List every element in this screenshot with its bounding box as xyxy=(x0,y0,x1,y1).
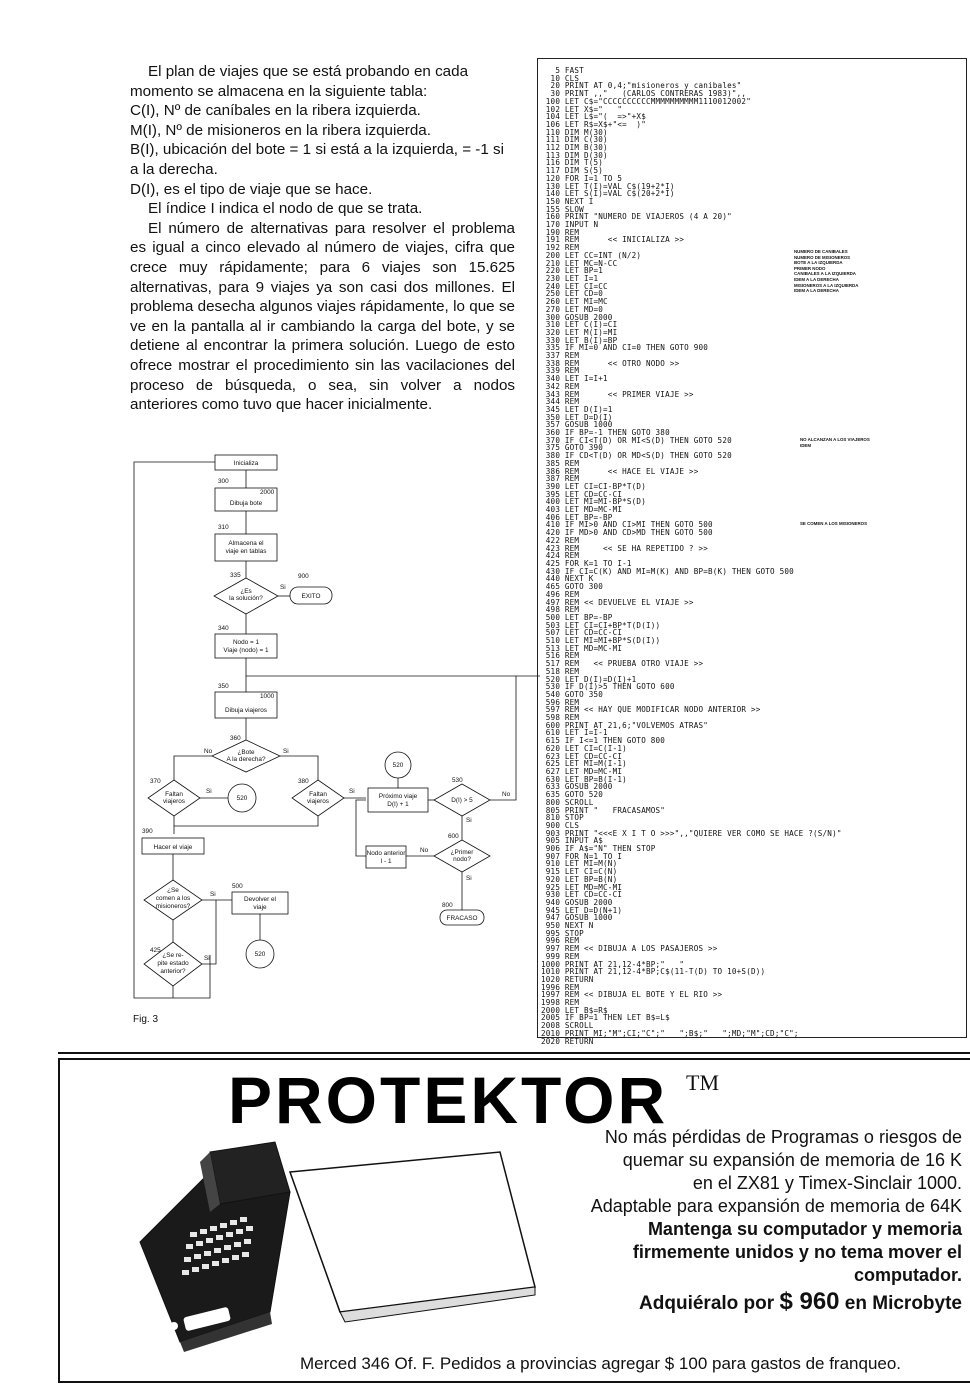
lack-right-1: Faltan xyxy=(309,791,327,798)
note-line: IDEM A LA DERECHA xyxy=(794,288,839,294)
connector-520-b: 520 xyxy=(392,762,404,769)
next-trip-2: D(I) + 1 xyxy=(387,801,409,808)
boat-question-1: ¿Bote xyxy=(237,749,255,756)
note-line: SE COMEN A LOS MISIONEROS xyxy=(800,521,868,526)
yes-label-6: Si xyxy=(466,875,472,882)
no-label-1: No xyxy=(204,748,213,755)
repeat-q-3: anterior? xyxy=(160,968,186,975)
yes-label-2: Si xyxy=(283,748,289,755)
note-line: IDEM A LA DERECHA xyxy=(794,276,839,282)
store-label-1: Almacena el xyxy=(228,540,264,547)
paragraph-index: El índice I indica el nodo de que se trata. xyxy=(148,200,423,218)
ad-price xyxy=(639,1288,962,1316)
margin-notes-reach xyxy=(800,437,870,448)
yes-label-8: Si xyxy=(204,955,210,962)
code-text: 5 FAST 10 CLS 20 PRINT AT 0,4;"misioneros y canibales" 30 PRINT ,," (CARLOS CONTRERAS 1983)",, 100 LET C$="CCCCCCCCCCMMMMMMMMMM1110012002" 102 LET X$=" " 104 LET L$="( =>"+X$ 106 LET R$=X$+"<= )" 110 DIM M(30) 111 DIM C(30) 112 DIM B(30) 113 DIM D(30) 116 DIM T(5) 117 DIM S(5) 120 FOR I=1 TO 5 130 LET T(I)=VAL C$(19+2*I) 140 LET S(I)=VAL C$(20+2*I) 150 NEXT I 155 SLOW 160 PRINT "NUMERO DE VIAJEROS (4 A 20)" 170 INPUT N 190 REM 191 REM << INICIALIZA >> 192 REM 200 LET CC=INT (N/2) 210 LET MC=N-CC 220 LET BP=1 230 LET I=1 240 LET CI=CC 250 LET CD=0 260 LET MI=MC 270 LET MD=0 300 GOSUB 2000 310 LET C(I)=CI 320 LET M(I)=MI 330 LET B(I)=BP 335 IF MI=0 AND CI=0 THEN GOTO 900 337 REM 338 REM << OTRO NODO >> 339 REM 340 LET I=I+1 342 REM 343 REM << PRIMER VIAJE >> 344 REM 345 LET D(I)=1 350 LET D=D(I) 357 GOSUB 1000 360 IF BP=-1 THEN GOTO 380 370 IF CI<T(D) OR MI<S(D) THEN GOTO 520 375 GOTO 390 380 IF CD<T(D) OR MD<S(D) THEN GOTO 520 385 REM 386 REM << HACE EL VIAJE >> 387 REM 390 LET CI=CI-BP*T(D) 395 LET CD=CC-CI 400 LET MI=MI-BP*S(D) 403 LET MD=MC-MI 406 LET BP=-BP 410 IF MI>0 AND CI>MI THEN GOTO 500 420 IF MD>0 AND CD>MD THEN GOTO 500 422 REM 423 REM << SE HA REPETIDO ? >> 424 REM 425 FOR K=1 TO I-1 430 IF CI=C(K) AND MI=M(K) AND BP=B(K) THEN GOTO 500 440 NEXT K 465 GOTO 300 496 REM 497 REM << DEVUELVE EL VIAJE >> 498 REM 500 LET BP=-BP 503 LET CI=CI+BP*T(D(I)) 507 LET CD=CC-CI 510 LET MI=MI+BP*S(D(I)) 513 LET MD=MC-MI 516 REM 517 REM << PRUEBA OTRO VIAJE >> 518 REM 520 LET D(I)=D(I)+1 530 IF D(I)>5 THEN GOTO 600 540 GOTO 350 596 REM 597 REM << HAY QUE MODIFICAR NODO ANTERIOR >> 598 REM 600 PRINT AT 21,6;"VOLVEMOS ATRAS" 610 LET I=I-1 615 IF I<=1 THEN GOTO 800 620 LET CI=C(I-1) 623 LET CD=CC-CI 625 LET MI=M(I-1) 627 LET MD=MC-MI 630 LET BP=B(I-1) 633 GOSUB 2000 635 GOTO 520 800 SCROLL 805 PRINT " FRACASAMOS" 810 STOP 900 CLS 903 PRINT "<<<E X I T O >>>",,"QUIERE VER COMO SE HACE ?(S/N)" 905 INPUT A$ 906 IF A$="N" THEN STOP 907 FOR N=1 TO I 910 LET MI=M(N) 915 LET CI=C(N) 920 LET BP=B(N) 925 LET MD=MC-MI 930 LET CD=CC-CI 940 GOSUB 2000 945 LET D=D(N+1) 947 GOSUB 1000 950 NEXT N 995 STOP 996 REM 997 REM << DIBUJA A LOS PASAJEROS >> 999 REM 1000 PRINT AT 21,12-4*BP;" " 1010 PRINT AT 21,12-4*BP;C$(11-T(D) TO 10+S(D)) 1020 RETURN 1996 REM 1997 REM << DIBUJA EL BOTE Y EL RIO >> 1998 REM 2000 LET B$=R$ 2005 IF BP=1 THEN LET B$=L$ 2008 SCROLL 2010 PRINT MI;"M";CI;"C";" ";B$;" ";MD;"M";CD;"C"; 2020 RETURN xyxy=(541,66,842,1046)
ad-line: No más pérdidas de Programas o riesgos de xyxy=(604,1127,962,1147)
di-gt-5: D(I) > 5 xyxy=(451,797,473,804)
store-label-2: viaje en tablas xyxy=(225,548,267,555)
make-trip-label: Hacer el viaje xyxy=(153,844,193,851)
note-line: NUMERO DE MISIONEROS xyxy=(794,254,851,260)
connector-520-c: 520 xyxy=(254,951,266,958)
price-pre: Adquiéralo por xyxy=(639,1293,780,1314)
ad-line: Adaptable para expansión de memoria de 64K xyxy=(590,1196,962,1216)
label-370: 370 xyxy=(150,778,161,785)
article-text xyxy=(130,62,515,415)
note-line: NUMERO DE CANIBALES xyxy=(794,249,848,254)
repeat-q-2: pite estado xyxy=(157,960,189,967)
ad-bold-line: firmemente unidos y no tema mover el xyxy=(632,1242,962,1262)
yes-label-5: Si xyxy=(466,817,472,824)
prev-node-1: Nodo anterior xyxy=(366,850,406,857)
eat-q-3: misioneros? xyxy=(155,903,191,910)
exito-label: EXITO xyxy=(301,593,321,600)
label-530: 530 xyxy=(452,777,463,784)
no-label-3: No xyxy=(420,847,429,854)
repeat-q-1: ¿Se re- xyxy=(162,952,184,959)
node-label-2: Viaje (nodo) = 1 xyxy=(223,647,269,654)
label-390: 390 xyxy=(142,828,153,835)
next-trip-1: Próximo viaje xyxy=(378,793,418,800)
note-line: MISIONEROS A LA IZQUIERDA xyxy=(794,282,859,288)
prev-node-2: I - 1 xyxy=(380,858,392,865)
lack-left-2: viajeros xyxy=(162,798,186,805)
first-node-1: ¿Primer xyxy=(450,849,474,856)
label-500: 500 xyxy=(232,883,243,890)
ad-bold-line: Mantenga su computador y memoria xyxy=(647,1219,962,1239)
note-line: NO ALCANZAN A LOS VIAJEROS xyxy=(800,437,870,442)
ad-line: en el ZX81 y Timex-Sinclair 1000. xyxy=(692,1173,962,1193)
start-label: Inicializa xyxy=(233,460,259,467)
label-340: 340 xyxy=(218,625,229,632)
paragraph-b: B(I), ubicación del bote = 1 si está a la izquierda, = -1 si a la derecha. xyxy=(130,141,504,178)
price-post: en Microbyte xyxy=(839,1293,962,1314)
first-node-2: nodo? xyxy=(453,856,471,863)
eat-q-1: ¿Se xyxy=(167,887,179,894)
label-360: 360 xyxy=(230,735,241,742)
ad-top-rule xyxy=(58,1052,970,1054)
note-line: IDEM xyxy=(800,442,811,448)
price-value: $ 960 xyxy=(779,1288,840,1315)
yes-label-4: Si xyxy=(349,788,355,795)
label-310: 310 xyxy=(218,524,229,531)
flowchart xyxy=(130,450,530,1010)
note-line: BOTE A LA IZQUIERDA xyxy=(794,260,843,266)
label-335: 335 xyxy=(230,572,241,579)
return-trip-1: Devolver el xyxy=(244,896,276,903)
note-line: CANIBALES A LA IZQUIERDA xyxy=(794,271,856,277)
yes-label: Si xyxy=(280,584,286,591)
is-solution-1: ¿Es xyxy=(240,588,252,595)
label-1000: 1000 xyxy=(260,693,275,700)
connector-520-a: 520 xyxy=(236,795,248,802)
margin-notes-init xyxy=(794,249,858,294)
ad-copy xyxy=(522,1126,962,1287)
draw-boat-label: Dibuja bote xyxy=(229,500,263,507)
label-2000: 2000 xyxy=(260,489,275,496)
label-900: 900 xyxy=(298,573,309,580)
no-label-2: No xyxy=(502,791,511,798)
paragraph-c: C(I), Nº de caníbales en la ribera izquierda. xyxy=(130,102,421,120)
lack-right-2: viajeros xyxy=(306,798,330,805)
fracaso-label: FRACASO xyxy=(446,915,478,922)
basic-listing xyxy=(537,58,967,1046)
ad-trademark: TM xyxy=(686,1070,719,1095)
eat-q-2: comen a los xyxy=(155,895,191,902)
figure-caption: Fig. 3 xyxy=(133,1014,159,1025)
ad-address: Merced 346 Of. F. Pedidos a provincias agregar $ 100 para gastos de franqueo. xyxy=(300,1354,902,1373)
label-600: 600 xyxy=(448,833,459,840)
paragraph-m: M(I), Nº de misioneros en la ribera izquierda. xyxy=(130,121,431,139)
computer-tray-illustration xyxy=(140,1112,540,1352)
ad-bold-line: computador. xyxy=(853,1265,962,1285)
paragraph-intro: El plan de viajes que se está probando en cada momento se almacena en la siguiente tabla: xyxy=(130,63,469,100)
is-solution-2: la solución? xyxy=(229,595,263,602)
note-line: PRIMER NODO xyxy=(794,265,826,271)
ad-line: quemar su expansión de memoria de 16 K xyxy=(622,1150,962,1170)
boat-question-2: A la derecha? xyxy=(226,756,266,763)
label-380: 380 xyxy=(298,778,309,785)
ad-brand: PROTEKTOR xyxy=(228,1063,669,1137)
lack-left-1: Faltan xyxy=(165,791,183,798)
yes-label-3: Si xyxy=(206,788,212,795)
paragraph-alternatives: El número de alternativas para resolver el problema es igual a cinco elevado al número de viajes, cifra que crece muy rápidamente; para 6 viajes son 15.625 alternativas, para 9 viajes ya son casi dos millones. El problema desecha algunos viajes rápidamente, lo que se ve en la pantalla al ir cambiando la carga del bote, y se detiene al encontrar la primera solución. Luego de esto ofrece mostrar el procedimiento sin las vacilaciones del proceso de búsqueda, o sea, sin volver a nodos anteriores como tuvo que hacer inicialmente. xyxy=(130,219,515,414)
margin-notes-eat xyxy=(800,521,867,527)
label-425: 425 xyxy=(150,947,161,954)
paragraph-d: D(I), es el tipo de viaje que se hace. xyxy=(130,180,373,198)
label-300: 300 xyxy=(218,478,229,485)
label-350: 350 xyxy=(218,683,229,690)
draw-travellers-label: Dibuja viajeros xyxy=(225,707,267,714)
node-label-1: Nodo = 1 xyxy=(232,639,260,646)
label-800: 800 xyxy=(442,902,453,909)
return-trip-2: viaje xyxy=(253,904,267,911)
yes-label-7: Si xyxy=(210,891,216,898)
